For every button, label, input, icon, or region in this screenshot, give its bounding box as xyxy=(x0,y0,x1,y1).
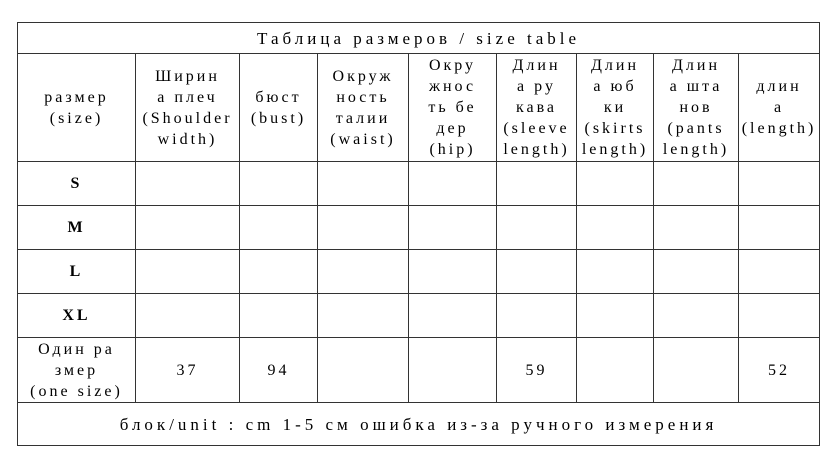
table-cell xyxy=(318,206,409,250)
table-row xyxy=(18,206,820,250)
table-cell xyxy=(240,162,318,206)
table-cell: 59 xyxy=(497,338,577,403)
one-size-label: Один ра змер (one size) xyxy=(18,338,136,403)
header-length: длин а (length) xyxy=(739,54,820,162)
table-cell xyxy=(654,162,739,206)
size-label: XL xyxy=(18,294,136,338)
footer-note: блок/unit : cm 1-5 см ошибка из-за ручного измерения xyxy=(18,403,820,446)
table-row-one-size xyxy=(18,338,820,403)
table-cell xyxy=(577,338,654,403)
table-cell xyxy=(739,206,820,250)
table-cell xyxy=(654,294,739,338)
table-cell xyxy=(136,206,240,250)
size-table xyxy=(17,22,820,446)
table-title: Таблица размеров / size table xyxy=(18,23,820,54)
table-cell xyxy=(497,294,577,338)
table-cell xyxy=(577,294,654,338)
table-cell xyxy=(240,206,318,250)
table-cell xyxy=(497,250,577,294)
size-label: L xyxy=(18,250,136,294)
table-cell xyxy=(409,338,497,403)
table-cell xyxy=(739,162,820,206)
table-cell xyxy=(654,250,739,294)
table-cell xyxy=(409,294,497,338)
size-label: M xyxy=(18,206,136,250)
table-cell xyxy=(240,294,318,338)
header-sleeve-length: Длин а ру кава (sleeve length) xyxy=(497,54,577,162)
table-cell: 94 xyxy=(240,338,318,403)
table-cell xyxy=(409,250,497,294)
table-cell xyxy=(577,162,654,206)
table-cell xyxy=(577,206,654,250)
header-hip: Окру жнос ть бе дер (hip) xyxy=(409,54,497,162)
table-cell xyxy=(497,162,577,206)
table-cell xyxy=(409,206,497,250)
table-cell xyxy=(136,294,240,338)
table-cell xyxy=(318,162,409,206)
table-cell xyxy=(654,206,739,250)
table-cell xyxy=(136,162,240,206)
header-pants-length: Длин а шта нов (pants length) xyxy=(654,54,739,162)
table-cell xyxy=(577,250,654,294)
header-bust: бюст (bust) xyxy=(240,54,318,162)
table-cell xyxy=(409,162,497,206)
table-cell xyxy=(739,250,820,294)
header-size: размер (size) xyxy=(18,54,136,162)
table-row xyxy=(18,250,820,294)
table-row xyxy=(18,162,820,206)
size-label: S xyxy=(18,162,136,206)
table-cell xyxy=(240,250,318,294)
table-cell: 52 xyxy=(739,338,820,403)
table-row xyxy=(18,294,820,338)
table-cell: 37 xyxy=(136,338,240,403)
header-shoulder-width: Ширин а плеч (Shoulder width) xyxy=(136,54,240,162)
table-cell xyxy=(318,294,409,338)
table-cell xyxy=(497,206,577,250)
header-skirt-length: Длин а юб ки (skirts length) xyxy=(577,54,654,162)
table-cell xyxy=(739,294,820,338)
table-cell xyxy=(318,338,409,403)
table-cell xyxy=(654,338,739,403)
table-cell xyxy=(318,250,409,294)
table-cell xyxy=(136,250,240,294)
header-row xyxy=(18,54,820,162)
header-waist: Окруж ность талии (waist) xyxy=(318,54,409,162)
